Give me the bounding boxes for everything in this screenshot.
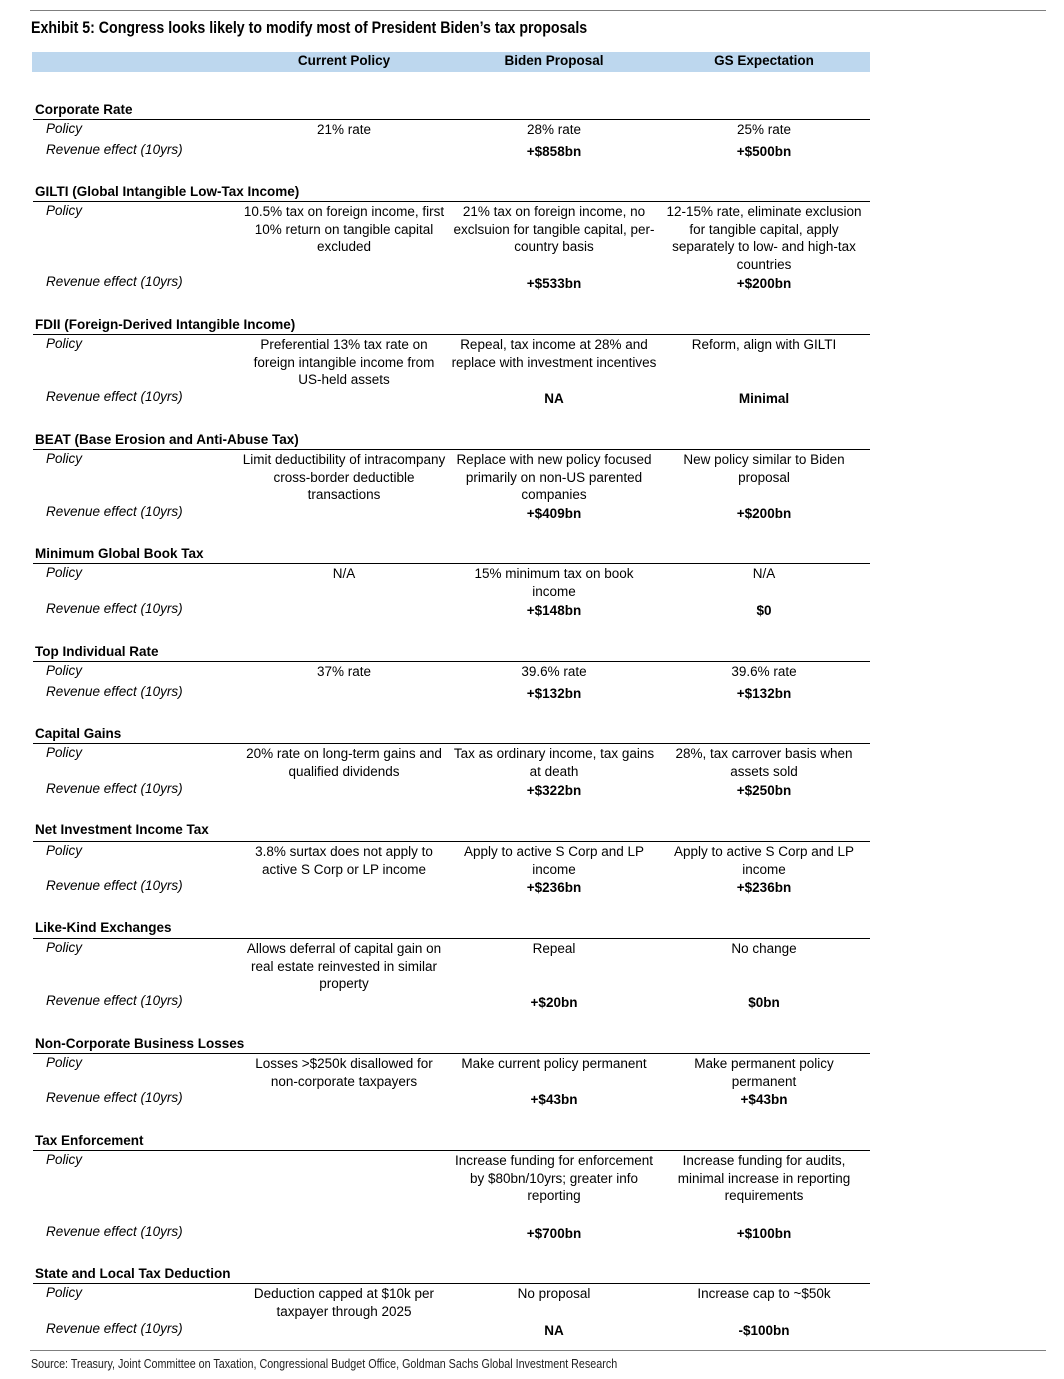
policy-cell: Allows deferral of capital gain on real estate reinvested in similar property [246, 941, 442, 991]
section-divider [33, 938, 870, 939]
policy-row-label: Policy [46, 121, 83, 136]
revenue-row-label: Revenue effect (10yrs) [46, 1224, 183, 1239]
policy-cell: Apply to active S Corp and LP income [463, 844, 645, 877]
revenue-cell: NA [544, 1323, 564, 1338]
section-divider [33, 1283, 870, 1284]
policy-cell: No proposal [517, 1286, 591, 1301]
revenue-row-label: Revenue effect (10yrs) [46, 878, 183, 893]
revenue-row-label: Revenue effect (10yrs) [46, 684, 183, 699]
policy-cell: 39.6% rate [731, 664, 797, 679]
policy-cell: Repeal, tax income at 28% and replace with investment incentives [451, 337, 657, 370]
policy-cell: 28%, tax carrover basis when assets sold [675, 746, 853, 779]
revenue-row-label: Revenue effect (10yrs) [46, 781, 183, 796]
policy-cell: New policy similar to Biden proposal [683, 452, 845, 485]
policy-cell: 25% rate [736, 122, 792, 137]
policy-cell: 15% minimum tax on book income [474, 566, 634, 599]
revenue-row-label: Revenue effect (10yrs) [46, 504, 183, 519]
policy-cell: Make current policy permanent [461, 1056, 647, 1071]
revenue-cell: +$100bn [736, 1226, 792, 1241]
revenue-cell: +$322bn [526, 783, 582, 798]
policy-row-label: Policy [46, 663, 83, 678]
policy-cell: Apply to active S Corp and LP income [673, 844, 855, 877]
section-divider [33, 1150, 870, 1151]
policy-row-label: Policy [46, 1055, 83, 1070]
policy-row-label: Policy [46, 843, 83, 858]
policy-cell: Limit deductibility of intracompany cross-border deductible transactions [242, 452, 446, 502]
section-title: Non-Corporate Business Losses [35, 1036, 245, 1051]
section-title: State and Local Tax Deduction [35, 1266, 231, 1281]
revenue-cell: +$250bn [736, 783, 792, 798]
policy-cell: Preferential 13% tax rate on foreign intangible income from US-held assets [253, 337, 435, 387]
revenue-row-label: Revenue effect (10yrs) [46, 601, 183, 616]
policy-row-label: Policy [46, 565, 83, 580]
revenue-cell: +$43bn [740, 1092, 788, 1107]
revenue-cell: +$148bn [526, 603, 582, 618]
revenue-cell: +$43bn [530, 1092, 578, 1107]
revenue-cell: +$200bn [736, 276, 792, 291]
bottom-rule [30, 1350, 1046, 1351]
policy-cell: 3.8% surtax does not apply to active S Corp or LP income [255, 844, 433, 877]
policy-cell: Increase funding for audits, minimal increase in reporting requirements [677, 1153, 851, 1203]
policy-cell: 20% rate on long-term gains and qualified dividends [246, 746, 442, 779]
section-title: Capital Gains [35, 726, 122, 741]
revenue-cell: +$132bn [526, 686, 582, 701]
revenue-cell: +$858bn [526, 144, 582, 159]
section-divider [33, 743, 870, 744]
column-header-gs-expectation: GS Expectation [714, 53, 814, 68]
section-title: Net Investment Income Tax [35, 822, 209, 837]
revenue-row-label: Revenue effect (10yrs) [46, 1321, 183, 1336]
section-title: FDII (Foreign-Derived Intangible Income) [35, 317, 296, 332]
revenue-row-label: Revenue effect (10yrs) [46, 1090, 183, 1105]
source-note: Source: Treasury, Joint Committee on Taxation, Congressional Budget Office, Goldman Sachs Global Investment Research [31, 1357, 618, 1371]
section-divider [33, 334, 870, 335]
revenue-cell: +$20bn [530, 995, 578, 1010]
policy-row-label: Policy [46, 1152, 83, 1167]
policy-cell: No change [731, 941, 797, 956]
revenue-cell: +$200bn [736, 506, 792, 521]
revenue-cell: +$700bn [526, 1226, 582, 1241]
revenue-cell: +$409bn [526, 506, 582, 521]
policy-cell: 21% tax on foreign income, no exclsuion for tangible capital, per-country basis [453, 204, 655, 254]
policy-row-label: Policy [46, 451, 83, 466]
policy-cell: N/A [752, 566, 776, 581]
top-rule [30, 10, 1046, 11]
policy-cell: 10.5% tax on foreign income, first 10% return on tangible capital excluded [243, 204, 445, 254]
revenue-cell: -$100bn [738, 1323, 790, 1338]
section-divider [33, 1053, 870, 1054]
section-divider [33, 119, 870, 120]
exhibit-title: Exhibit 5: Congress looks likely to modify most of President Biden’s tax proposals [31, 19, 588, 37]
revenue-row-label: Revenue effect (10yrs) [46, 993, 183, 1008]
policy-cell: Increase cap to ~$50k [697, 1286, 831, 1301]
policy-cell: Increase funding for enforcement by $80bn/10yrs; greater info reporting [454, 1153, 654, 1203]
section-divider [33, 449, 870, 450]
policy-row-label: Policy [46, 940, 83, 955]
policy-cell: Losses >$250k disallowed for non-corporate taxpayers [255, 1056, 433, 1089]
policy-cell: 37% rate [316, 664, 372, 679]
revenue-cell: +$132bn [736, 686, 792, 701]
column-header-current-policy: Current Policy [297, 53, 391, 68]
revenue-cell: +$236bn [526, 880, 582, 895]
policy-cell: Repeal [532, 941, 576, 956]
policy-cell: 39.6% rate [521, 664, 587, 679]
section-divider [33, 201, 870, 202]
policy-cell: Make permanent policy permanent [694, 1056, 834, 1089]
section-title: BEAT (Base Erosion and Anti-Abuse Tax) [35, 432, 299, 447]
revenue-row-label: Revenue effect (10yrs) [46, 274, 183, 289]
policy-cell: Deduction capped at $10k per taxpayer through 2025 [253, 1286, 435, 1319]
section-title: Corporate Rate [35, 102, 133, 117]
policy-cell: Replace with new policy focused primarily on non-US parented companies [456, 452, 652, 502]
revenue-row-label: Revenue effect (10yrs) [46, 142, 183, 157]
revenue-cell: Minimal [738, 391, 790, 406]
policy-row-label: Policy [46, 745, 83, 760]
revenue-cell: $0bn [748, 995, 780, 1010]
section-divider [33, 841, 870, 842]
section-title: Minimum Global Book Tax [35, 546, 204, 561]
revenue-row-label: Revenue effect (10yrs) [46, 389, 183, 404]
policy-cell: 28% rate [526, 122, 582, 137]
policy-row-label: Policy [46, 336, 83, 351]
section-divider [33, 563, 870, 564]
policy-cell: 21% rate [316, 122, 372, 137]
policy-row-label: Policy [46, 203, 83, 218]
section-divider [33, 661, 870, 662]
section-title: Like-Kind Exchanges [35, 920, 172, 935]
section-title: GILTI (Global Intangible Low-Tax Income) [35, 184, 300, 199]
policy-row-label: Policy [46, 1285, 83, 1300]
revenue-cell: NA [544, 391, 564, 406]
revenue-cell: +$500bn [736, 144, 792, 159]
policy-cell: Tax as ordinary income, tax gains at death [453, 746, 655, 779]
policy-cell: Reform, align with GILTI [691, 337, 837, 352]
section-title: Tax Enforcement [35, 1133, 144, 1148]
revenue-cell: $0 [756, 603, 772, 618]
policy-cell: 12-15% rate, eliminate exclusion for tangible capital, apply separately to low- and high-tax countries [666, 204, 862, 272]
revenue-cell: +$533bn [526, 276, 582, 291]
revenue-cell: +$236bn [736, 880, 792, 895]
policy-cell: N/A [332, 566, 356, 581]
column-header-biden-proposal: Biden Proposal [504, 53, 604, 68]
section-title: Top Individual Rate [35, 644, 159, 659]
